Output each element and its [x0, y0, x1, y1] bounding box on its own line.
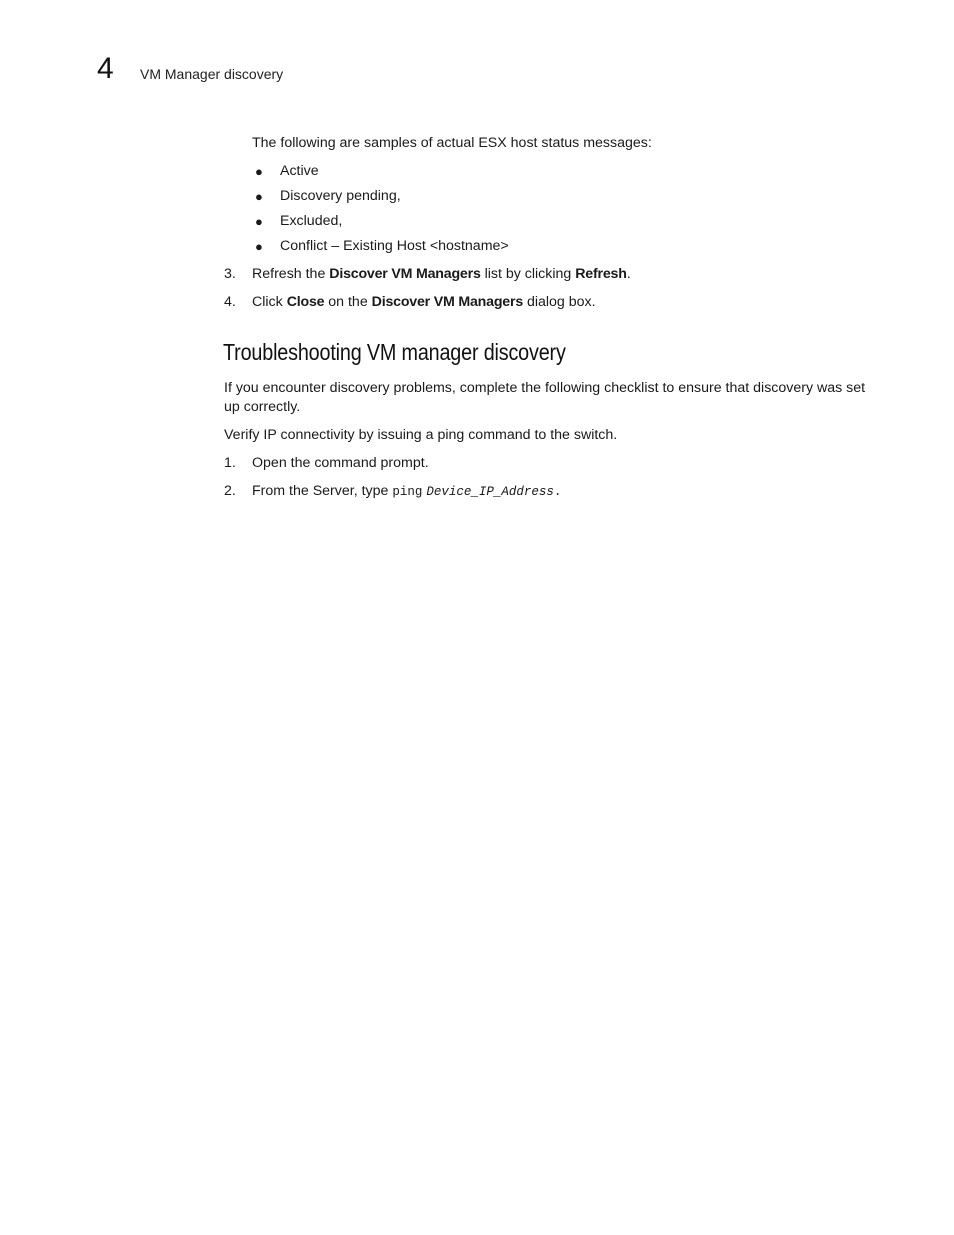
bullet-icon: ●	[255, 164, 263, 179]
chapter-number: 4	[97, 52, 114, 85]
section-paragraph: If you encounter discovery problems, complete the following checklist to ensure that discovery was set up correctly.	[224, 380, 866, 415]
bullet-icon: ●	[255, 239, 263, 254]
step-number: 2.	[224, 483, 236, 499]
ui-term: Refresh	[575, 266, 627, 282]
list-item: Active	[280, 163, 319, 179]
step-text: Refresh the Discover VM Managers list by clicking Refresh.	[252, 266, 631, 282]
step-number: 1.	[224, 455, 236, 471]
ui-term: Discover VM Managers	[371, 294, 524, 310]
ui-term: Close	[286, 294, 325, 310]
intro-paragraph: The following are samples of actual ESX host status messages:	[252, 135, 652, 151]
step-text: Click Close on the Discover VM Managers dialog box.	[252, 294, 596, 310]
step-text: From the Server, type ping Device_IP_Address.	[252, 483, 562, 499]
section-paragraph: Verify IP connectivity by issuing a ping command to the switch.	[224, 427, 618, 443]
step-number: 4.	[224, 294, 236, 310]
list-item: Excluded,	[280, 213, 343, 229]
step-number: 3.	[224, 266, 236, 282]
bullet-icon: ●	[255, 214, 263, 229]
chapter-title: VM Manager discovery	[140, 66, 284, 82]
list-item: Conflict – Existing Host <hostname>	[280, 238, 509, 254]
bullet-icon: ●	[255, 189, 263, 204]
ui-term: Discover VM Managers	[329, 266, 481, 282]
section-heading: Troubleshooting VM manager discovery	[223, 339, 566, 365]
list-item: Discovery pending,	[280, 188, 401, 204]
command-text: ping	[392, 485, 423, 499]
step-text: Open the command prompt.	[252, 455, 429, 471]
command-argument: Device_IP_Address	[426, 485, 554, 499]
